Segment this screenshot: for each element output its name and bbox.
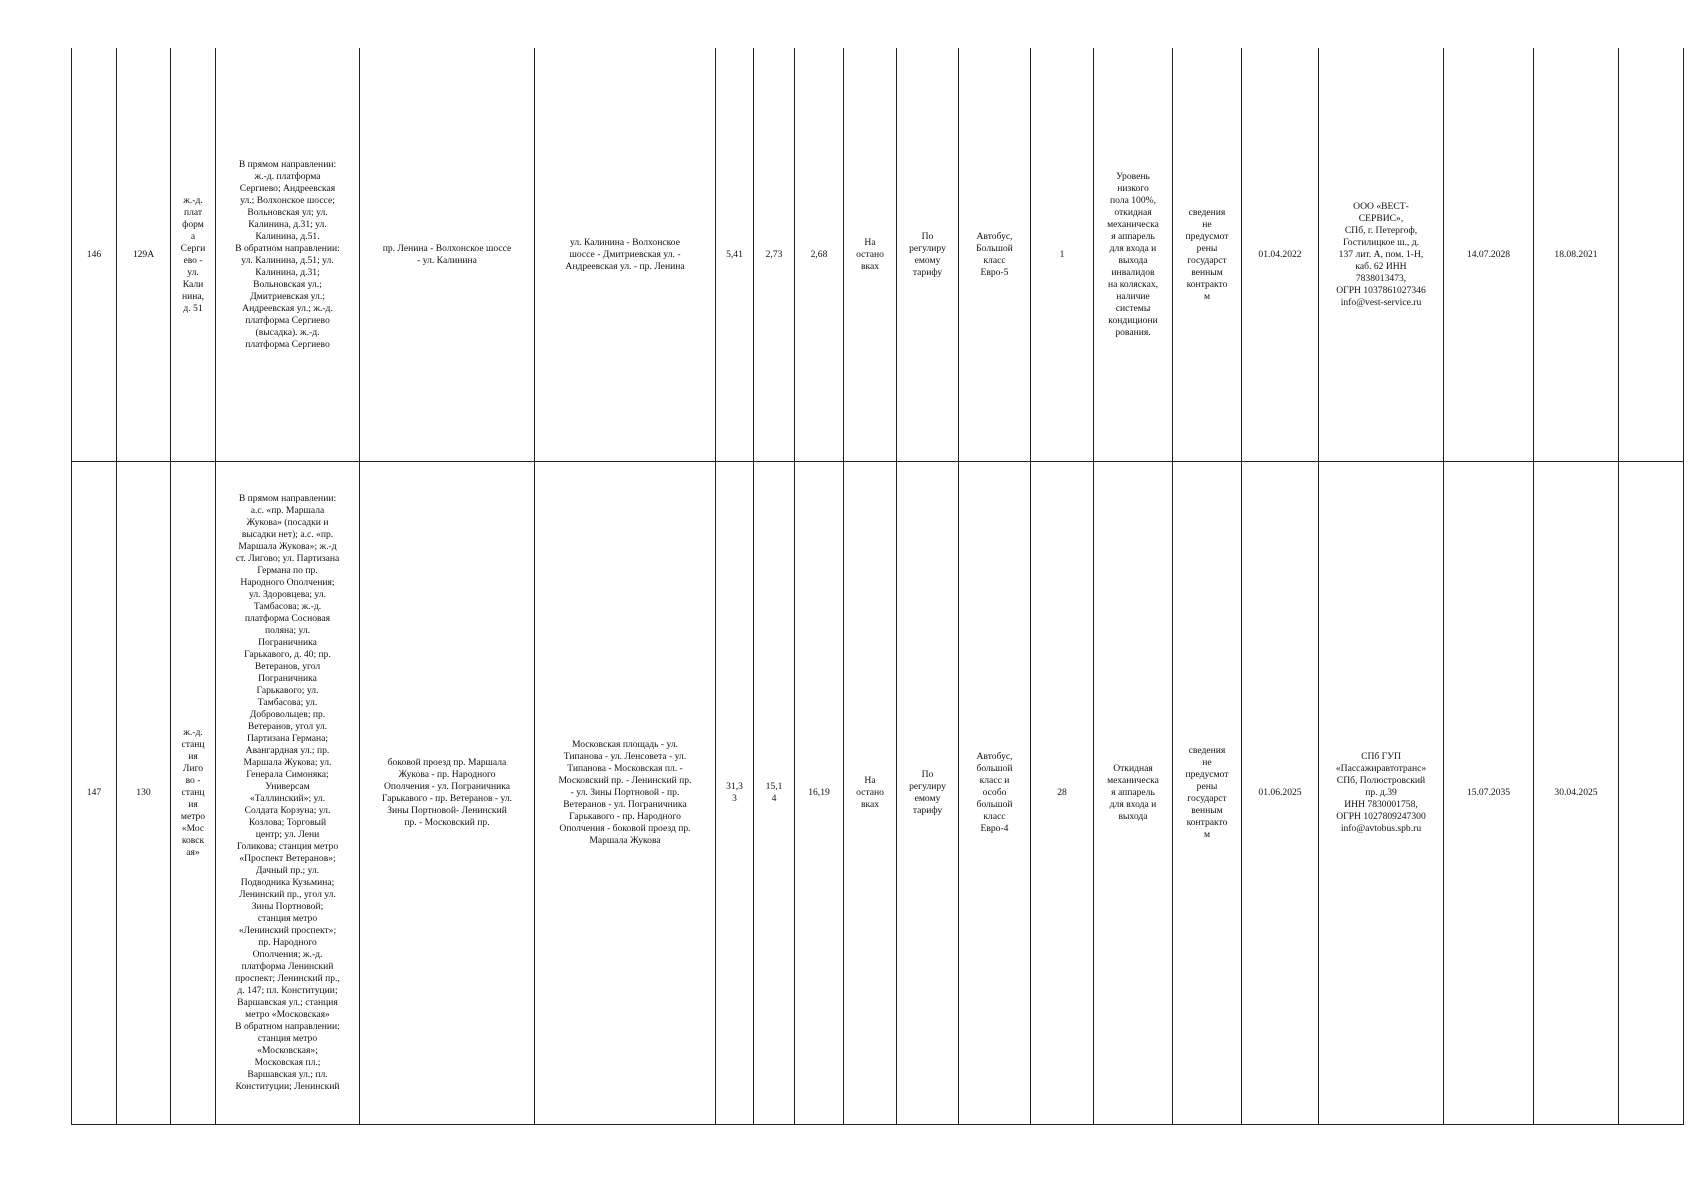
cell-record-number: 146 [72,48,117,462]
cell-extra [1619,48,1684,462]
cell-length-forward: 15,1 4 [754,462,795,1125]
cell-length-total: 5,41 [716,48,754,462]
cell-record-number: 147 [72,462,117,1125]
cell-streets-forward: боковой проезд пр. Маршала Жукова - пр. Народного Ополчения - ул. Пограничника Гарькавого - пр. Ветеранов - ул. Зины Портновой- Ленинский пр. - Московский пр. [360,462,535,1125]
table-row [72,48,1684,462]
cell-route-number: 130 [117,462,171,1125]
cell-streets-forward: пр. Ленина - Волхонское шоссе - ул. Калинина [360,48,535,462]
cell-start-date: 01.06.2025 [1242,462,1319,1125]
table-row [72,462,1684,1125]
cell-tariff: По регулиру емому тарифу [897,48,959,462]
cell-date-1: 15.07.2035 [1444,462,1534,1125]
cell-contract: сведения не предусмот рены государст венным контракто м [1173,462,1242,1125]
cell-date-2: 30.04.2025 [1534,462,1619,1125]
cell-length-forward: 2,73 [754,48,795,462]
route-registry-table [71,48,1684,1125]
cell-vehicle: Автобус, Большой класс Евро-5 [959,48,1031,462]
cell-features: Откидная механическа я аппарель для входа и выхода [1094,462,1173,1125]
cell-route-name: ж.-д. станц ия Лиго во - станц ия метро «Мос ковск ая» [171,462,216,1125]
cell-vehicle: Автобус, большой класс и особо большой класс Евро-4 [959,462,1031,1125]
cell-tariff: По регулиру емому тарифу [897,462,959,1125]
cell-length-total: 31,3 3 [716,462,754,1125]
cell-vehicle-count: 1 [1031,48,1094,462]
cell-stop-order: На остано вках [844,48,897,462]
cell-route-number: 129А [117,48,171,462]
cell-stops: В прямом направлении: ж.-д. платформа Сергиево; Андреевская ул.; Волхонское шоссе; Вольновская ул; ул. Калинина, д.31; ул. Калинина, д.51. В обратном направлении: ул. Калинина, д.51; ул. Калинина, д.31; Вольновская ул.; Дмитриевская ул.; Андреевская ул.; ж.-д. платформа Сергиево (высадка). ж.-д. платформа Сергиево [216,48,360,462]
cell-contract: сведения не предусмот рены государст венным контракто м [1173,48,1242,462]
cell-extra [1619,462,1684,1125]
cell-streets-backward: ул. Калинина - Волхонское шоссе - Дмитриевская ул. - Андреевская ул. - пр. Ленина [535,48,716,462]
cell-vehicle-count: 28 [1031,462,1094,1125]
cell-stop-order: На остано вках [844,462,897,1125]
cell-carrier: ООО «ВЕСТ- СЕРВИС», СПб, г. Петергоф, Гостилицкое ш., д. 137 лит. А, пом. 1-Н, каб. 62 ИНН 7838013473, ОГРН 1037861027346 info@vest-service.ru [1319,48,1444,462]
cell-stops: В прямом направлении: а.с. «пр. Маршала Жукова» (посадки и высадки нет); а.с. «пр. Маршала Жукова»; ж.-д ст. Лигово; ул. Партизана Германа по пр. Народного Ополчения; ул. Здоровцева; ул. Тамбасова; ж.-д. платформа Сосновая поляна; ул. Пограничника Гарькавого, д. 40; пр. Ветеранов, угол Пограничника Гарькавого; ул. Тамбасова; ул. Добровольцев; пр. Ветеранов, угол ул. Партизана Германа; Авангардная ул.; пр. Маршала Жукова; ул. Генерала Симоняка; Универсам «Таллинский»; ул. Солдата Корзуна; ул. Козлова; Торговый центр; ул. Лени Голикова; станция метро «Проспект Ветеранов»; Дачный пр.; ул. Подводника Кузьмина; Ленинский пр., угол ул. Зины Портновой; станция метро «Ленинский проспект»; пр. Народного Ополчения; ж.-д. платформа Ленинский проспект; Ленинский пр., д. 147; пл. Конституции; Варшавская ул.; станция метро «Московская» В обратном направлении: станция метро «Московская»; Московская пл.; Варшавская ул.; пл. Конституции; Ленинский [216,462,360,1125]
cell-carrier: СПб ГУП «Пассажиравтотранс» СПб, Полюстровский пр. д.39 ИНН 7830001758, ОГРН 1027809247300 info@avtobus.spb.ru [1319,462,1444,1125]
cell-start-date: 01.04.2022 [1242,48,1319,462]
cell-features: Уровень низкого пола 100%, откидная механическа я аппарель для входа и выхода инвалидов на колясках, наличие системы кондициони рования. [1094,48,1173,462]
cell-length-backward: 2,68 [795,48,844,462]
cell-length-backward: 16,19 [795,462,844,1125]
cell-date-2: 18.08.2021 [1534,48,1619,462]
cell-date-1: 14.07.2028 [1444,48,1534,462]
cell-route-name: ж.-д. плат форм а Серги ево - ул. Кали нина, д. 51 [171,48,216,462]
cell-streets-backward: Московская площадь - ул. Типанова - ул. Ленсовета - ул. Типанова - Московская пл. - Московский пр. - Ленинский пр. - ул. Зины Портновой - пр. Ветеранов - ул. Пограничника Гарькавого - пр. Народного Ополчения - боковой проезд пр. Маршала Жукова [535,462,716,1125]
